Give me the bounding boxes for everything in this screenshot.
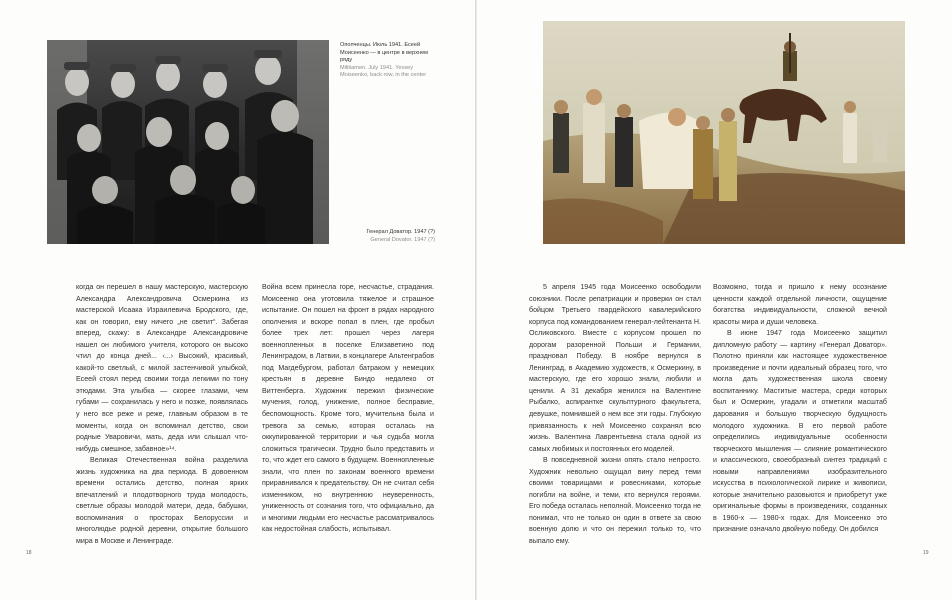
militia-photo-caption bbox=[340, 42, 430, 80]
paragraph: Возможно, тогда и пришло к нему осознание ценности каждой отдельной личности, ощущение богатства индивидуальности, сложной вечной красоты мира и души человека. bbox=[713, 283, 887, 326]
page-number-right: 19 bbox=[923, 550, 929, 556]
left-page-column-1 bbox=[76, 282, 248, 548]
left-page-column-2 bbox=[262, 282, 434, 536]
militia-group-photo-image bbox=[47, 40, 329, 244]
paragraph: 5 апреля 1945 года Моисеенко освободили союзники. После репатриации и проверки он стал бойцом Третьего гвардейского кавалерийского корпуса под командованием генерал-лейтенанта Н. Осликовского. Вместе с корпусом прошел по дорогам разоренной Польши и Германии, праздновал Победу. В ноябре вернулся в Ленинград, в Академию художеств, к Осмеркину, в мастерскую, где его хорошо знали, любили и ценили. А 31 декабря женился на Валентине Рыбалко, аспирантке скульптурного факультета, девушке, помнившей о нем все эти годы. Глубокую привязанность к ней Моисеенко сохранял всю жизнь. Валентина Лаврентьевна стала одной из самых любимых и постоянных его моделей. bbox=[529, 283, 701, 453]
painting-caption-en: General Dovator. 1947 (?) bbox=[370, 236, 435, 243]
right-page bbox=[477, 0, 952, 600]
paragraph: В повседневной жизни опять стало непросто. Художник невольно ощущал вину перед теми своими товарищами и ровесниками, которые погибли на войне, и теми, кто вернулся героями. Его победа осталась неполной. Моисеенко тогда не понимал, что не только он один в ответе за свою военную долю и что он пережил только то, что выпало ему. bbox=[529, 456, 701, 546]
militia-group-photo bbox=[47, 40, 329, 244]
paragraph: когда он перешел в нашу мастерскую, мастерскую Александра Александровича Осмеркина из мастерской Исаака Израилевича Бродского, где, как он говорил, ему ничего „не светит“. Забегая вперед, скажу: в Александре Александровиче нашел он любимого учителя, которого он высоко чтил до конца дней... ‹...› Высокий, красивый, какой-то светлый, с милой застенчивой улыбкой, Есеей стоял перед своими тогда легкими по тону этюдами. Эта улыбка — скорее глазами, чем губами — сохранилась у него и позже, появлялась у него все реже и реже, главным образом в те моменты, когда он вспоминал детство, свои родные Уваровичи, мать, деда или слышал что-нибудь смешное, забавное»¹⁴. bbox=[76, 283, 248, 453]
painting-caption bbox=[340, 229, 435, 244]
paragraph: Война всем принесла горе, несчастье, страдания. Моисеенко она уготовила тяжелое и страшное испытание. Он пошел на фронт в рядах народного ополчения и вскоре попал в плен, где пробыл более трех лет: прошел через лагеря военнопленных в поселке Елизаветино под Ленинградом, в Латвии, в концлагере Альтенграбов под Магдебургом, работал батраком у немецких крестьян в деревне Биндо недалеко от Виттенберга. Художник пережил физические мучения, голод, унижение, полное бесправие, беспомощность. Кроме того, мучительна была и тревога за семью, которая осталась на оккупированной территории и чья судьба могла сложиться трагически. Трудно было представить и то, что ждет его самого в будущем. Военнопленные знали, что плен по законам военного времени приравнивался к предательству. Он не считал себя изменником, но внутреннюю неуверенность, униженность от сознания того, что официально, да и многими людьми его несчастье рассматривалось как недостойная слабость, испытывал. bbox=[262, 283, 434, 534]
general-dovator-painting-image bbox=[543, 21, 905, 244]
militia-photo-caption-ru: Ополченцы. Июль 1941. Есеей Моисеенко — в центре в верхнем ряду bbox=[340, 42, 429, 64]
militia-photo-caption-en: Militiamen. July 1941. Yevsey Moiseenko, back row, in the center bbox=[340, 64, 427, 79]
painting-caption-ru: Генерал Доватор. 1947 (?) bbox=[366, 229, 435, 235]
left-page bbox=[0, 0, 475, 600]
right-page-column-2 bbox=[713, 282, 887, 536]
paragraph: Великая Отечественная война разделила жизнь художника на два периода. В довоенном времени остались детство, полная ярких впечатлений и плодотворного труда молодость, светлые образы молодой матери, деда, бабушки, воспоминания о просторах Белоруссии и многолюдье родной деревни, открытие большого мира в Москве и Ленинграде. bbox=[76, 456, 248, 546]
general-dovator-painting bbox=[543, 21, 905, 244]
page-number-left: 18 bbox=[26, 550, 32, 556]
paragraph: В июне 1947 года Моисеенко защитил дипломную работу — картину «Генерал Доватор». Полотно приняли как настоящее художественное произведение и почти идеальный образец того, что могла дать художественная школа своему воспитаннику. Маститые мастера, среди которых был и Осмеркин, угадали и отметили масштаб дарования и большую творческую будущность молодого художника. В его первой работе определились индивидуальные особенности творческого мышления — слияние романтического и классического, своеобразный синтез традиций с новыми направлениями изобразительного искусства в психологической лирике и живописи, которые значительно разовьются и приобретут уже оригинальные формы в произведениях, созданных в 1960-х — 1980-х годах. Для Моисеенко это признание означало двойную победу. Он добился bbox=[713, 329, 887, 534]
right-page-column-1 bbox=[529, 282, 701, 548]
